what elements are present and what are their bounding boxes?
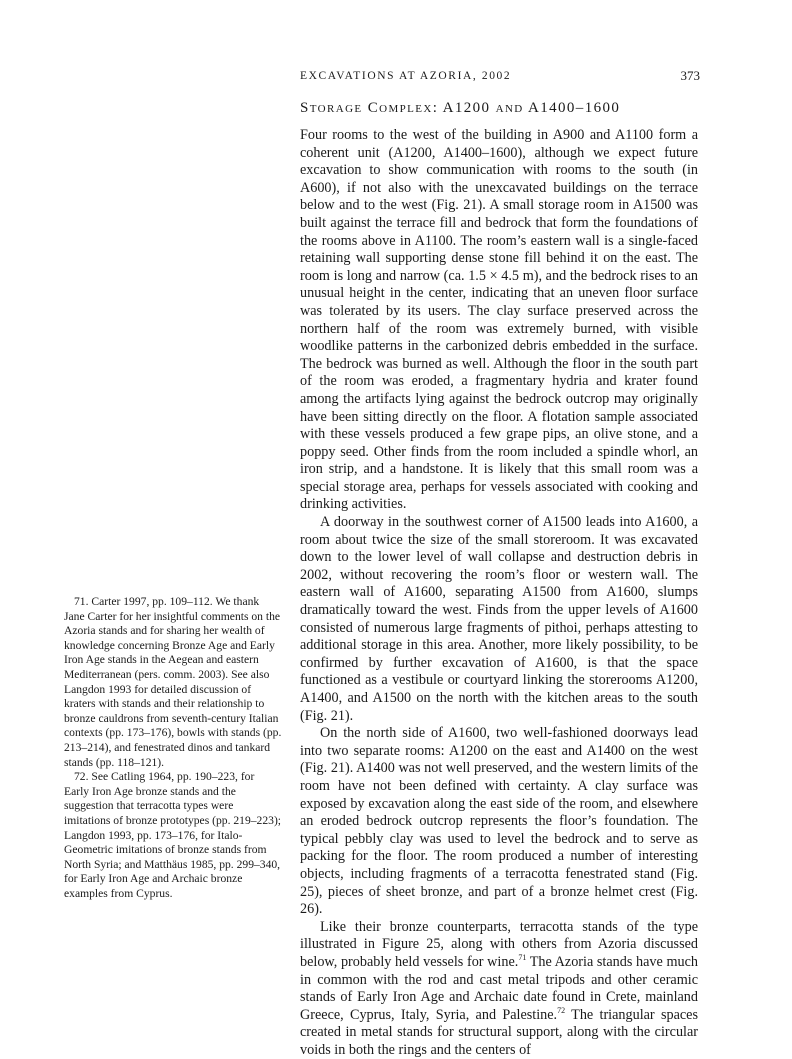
footnote-71: 71. Carter 1997, pp. 109–112. We thank Jane Carter for her insightful comments on the Azoria stands and for sharing her wealth of knowledge concerning Bronze Age and Early Iron Age stands in the Aegean and eastern Mediterranean (pers. comm. 2003). See also Langdon 1993 for detailed discussion of kraters with stands and their relationship to bronze cauldrons from seventh-century Italian contexts (pp. 173–176), bowls with stands (pp. 213–214), and fenestrated dinos and tankard stands (pp. 118–121). xyxy=(64,595,282,769)
paragraph-3: On the north side of A1600, two well-fashioned doorways lead into two separate rooms: A1200 on the east and A1400 on the west (Fig. 21). A1400 was not well preserved, and the western limits of the room have not been defined with certainty. A clay surface was exposed by excavation along the east side of the room, and elsewhere an eroded bedrock outcrop represents the floor’s foundation. The typical pebbly clay was used to level the bedrock and to serve as packing for the floor. The room produced a number of interesting objects, including fragments of a terracotta fenestrated stand (Fig. 25), pieces of sheet bronze, and part of a bronze helmet crest (Fig. 26). xyxy=(300,725,698,918)
paragraph-4-part-b: The Azoria stands have much in common with the rod and cast metal tripods and other ceramic stands of Early Iron Age and Archaic date found in Crete, mainland Greece, Cyprus, Italy, Syria, and Palestine. xyxy=(300,953,698,1023)
paragraph-4-part-a: Like their bronze counterparts, terracotta stands of the type illustrated in Figure 25, along with others from Azoria discussed below, probably held vessels for wine. xyxy=(300,918,698,970)
paragraph-1: Four rooms to the west of the building in A900 and A1100 form a coherent unit (A1200, A1400–1600), although we expect future excavation to show communication with rooms to the south (in A600), if not also with the unexcavated buildings on the terrace below and to the west (Fig. 21). A small storage room in A1500 was built against the terrace fill and bedrock that form the foundations of the rooms above in A1100. The room’s eastern wall is a single-faced retaining wall supporting dense stone fill behind it on the east. The room is long and narrow (ca. 1.5 × 4.5 m), and the bedrock rises to an unusual height in the center, indicating that an uneven floor surface was tolerated by its users. The clay surface preserved across the northern half of the room was extremely burned, with visible woodlike patterns in the carbonized debris embedded in the surface. The bedrock was burned as well. Although the floor in the south part of the room was eroded, a fragmentary hydria and krater found among the artifacts lying against the bedrock outcrop may originally have been sitting directly on the floor. A flotation sample associated with these vessels produced a few grape pips, an olive stone, and a poppy seed. Other finds from the room included a spindle whorl, an iron strip, and a handstone. It is likely that this small room was a special storage area, perhaps for vessels associated with cooking and drinking activities. xyxy=(300,127,698,513)
footnote-ref-71: 71 xyxy=(518,952,527,962)
running-head xyxy=(300,68,700,88)
main-text xyxy=(300,127,698,1059)
paragraph-4-part-c: The triangular spaces created in metal stands for structural support, along with the circular voids in both the rings and the centers of xyxy=(300,1006,698,1058)
footnotes xyxy=(64,595,282,901)
running-title: EXCAVATIONS AT AZORIA, 2002 xyxy=(300,70,512,82)
section-heading: Storage Complex: A1200 and A1400–1600 xyxy=(300,100,621,116)
page-number: 373 xyxy=(680,68,700,83)
paragraph-4 xyxy=(300,919,698,1059)
footnote-ref-72: 72 xyxy=(557,1005,566,1015)
paragraph-2: A doorway in the southwest corner of A1500 leads into A1600, a room about twice the size of the small storeroom. It was excavated down to the lower level of wall collapse and destruction debris in 2002, without recovering the room’s floor or western wall. The eastern wall of A1600, separating A1500 from A1600, slumps dramatically toward the west. Finds from the upper levels of A1600 consisted of numerous large fragments of pithoi, perhaps attesting to additional storage in this area. Another, more likely possibility, to be confirmed by further excavation of A1600, is that the space functioned as a vestibule or courtyard linking the storerooms A1200, A1400, and A1500 on the north with the kitchen areas to the south (Fig. 21). xyxy=(300,514,698,724)
footnote-72: 72. See Catling 1964, pp. 190–223, for Early Iron Age bronze stands and the suggestion that terracotta types were imitations of bronze prototypes (pp. 219–223); Langdon 1993, pp. 173–176, for Italo-Geometric imitations of bronze stands from North Syria; and Matthäus 1985, pp. 299–340, for Early Iron Age and Archaic bronze examples from Cyprus. xyxy=(64,770,282,900)
